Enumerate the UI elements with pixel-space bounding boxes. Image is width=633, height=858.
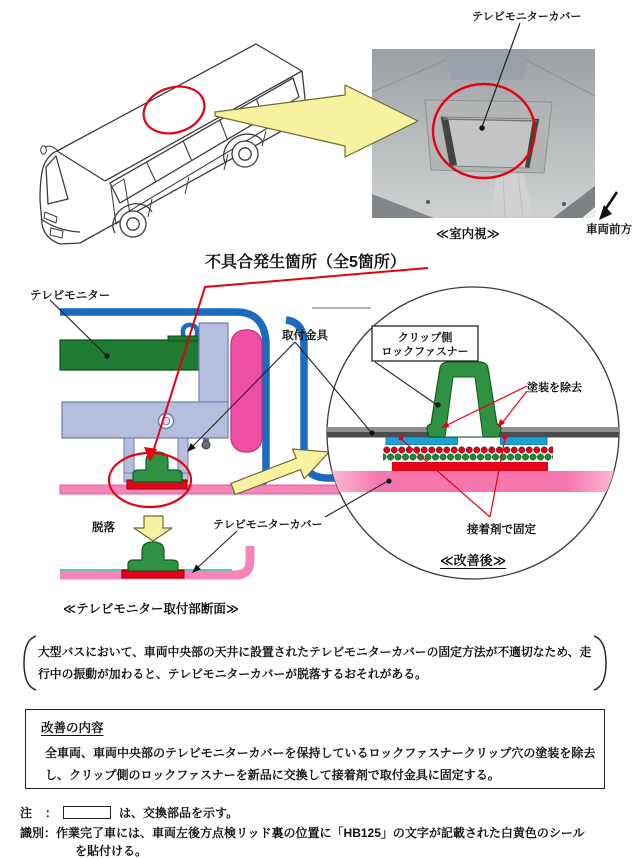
section-caption: ≪テレビモニター取付部断面≫ — [63, 602, 239, 616]
adhesive-strip-left — [386, 437, 458, 445]
drop-label: 脱落 — [92, 522, 115, 534]
cover-label-diagram: テレビモニターカバー — [213, 519, 323, 531]
description-line1: 大型バスにおいて、車両中央部の天井に設置されたテレビモニターカバーの固定方法が不適切なため、走 — [38, 645, 592, 659]
bracket-vertical-plate — [199, 323, 228, 403]
id-row — [20, 824, 585, 841]
replacement-part-swatch — [63, 806, 111, 819]
vehicle-front-label: 車両前方 — [586, 224, 632, 236]
photo-caption: ≪室内視≫ — [436, 227, 500, 241]
note-colon: ： — [45, 806, 58, 820]
tv-monitor-shape — [60, 340, 200, 370]
fastener-teeth-row — [383, 445, 553, 462]
monitor-label: テレビモニター — [30, 290, 111, 302]
note-text: は、交換部品を示す。 — [119, 806, 239, 820]
id-line2: を貼付ける。 — [75, 844, 148, 858]
clip-label-line1: クリップ側 — [397, 332, 453, 344]
cover-panel — [326, 471, 620, 492]
improvement-box — [25, 709, 605, 789]
bracket-label: 取付金具 — [282, 330, 328, 342]
bus-illustration — [40, 44, 307, 244]
id-line1: 作業完了車には、車両左後方点検リッド裏の位置に「HB125」の文字が記載された白黄色のシール — [56, 826, 585, 840]
paint-removal-label: 塗装を除去 — [527, 382, 582, 394]
improvement-line1: 全車両、車両中央部のテレビモニターカバーを保持しているロックファスナークリップ穴の塗装を除去 — [45, 746, 596, 760]
bracket-slab — [62, 402, 228, 438]
cover-label-leader-left — [194, 531, 237, 571]
clip-label-line2: ロックファスナー — [381, 346, 469, 358]
improvement-title: 改善の内容 — [41, 721, 104, 735]
defect-heading: 不具合発生箇所（全5箇所） — [205, 254, 406, 271]
lock-fastener-clip-shape — [133, 452, 182, 482]
drop-arrow-icon — [134, 516, 172, 541]
note-label: 注 — [20, 806, 33, 820]
note-row — [20, 804, 238, 821]
cover-label-top: テレビモニターカバー — [472, 11, 582, 23]
description-line2: 行中の振動が加わると、テレビモニターカバーが脱落するおそれがある。 — [38, 667, 427, 681]
improvement-line2: し、クリップ側のロックファスナーを新品に交換して接着剤で取付金具に固定する。 — [45, 768, 500, 782]
adhesive-label: 接着剤で固定 — [467, 524, 536, 536]
monitor-cover-shape — [60, 485, 340, 494]
fallen-cover-group — [60, 542, 250, 578]
vehicle-front-arrow-icon — [599, 192, 617, 220]
after-caption: ≪改善後≫ — [440, 553, 507, 568]
id-label: 識別： — [20, 826, 57, 840]
